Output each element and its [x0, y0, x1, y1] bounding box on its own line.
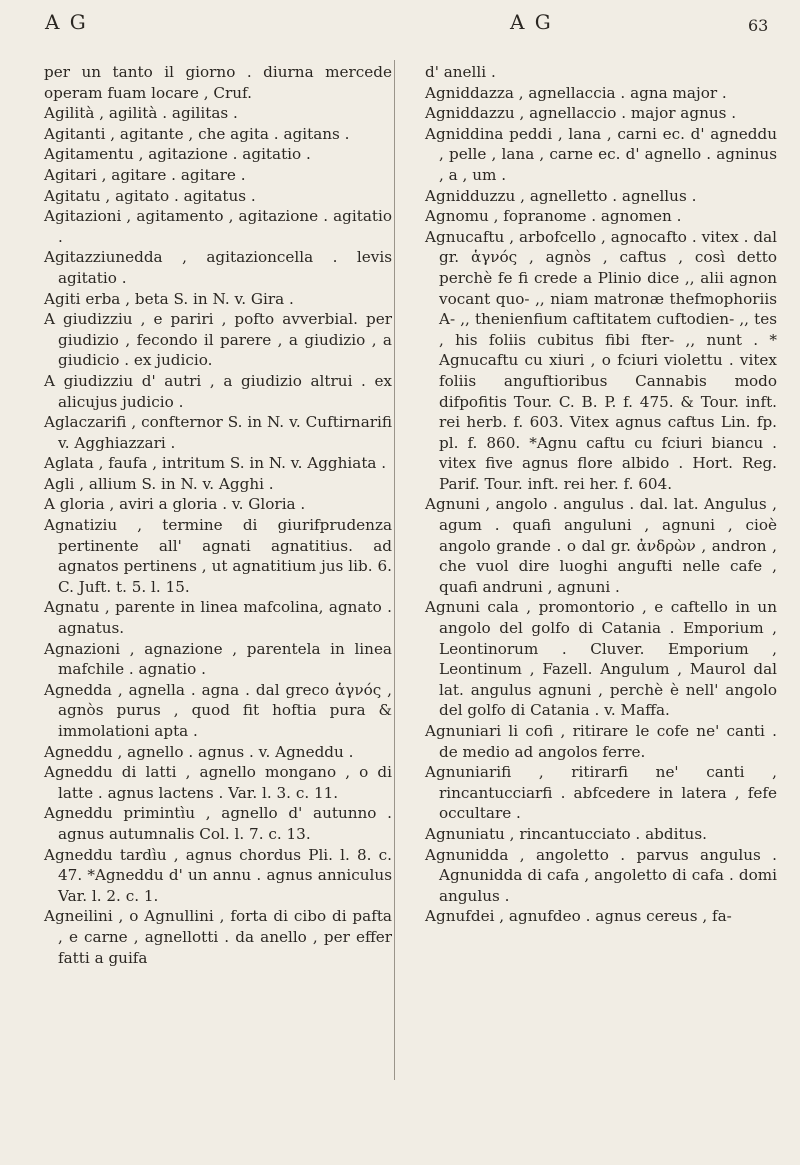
left-column [44, 62, 392, 968]
dictionary-entry: Agnatu , parente in linea mafcolina, agnato . agnatus. [44, 598, 392, 638]
dictionary-entry: Agnatiziu , termine di giurifprudenza pertinente all' agnati agnatitius. ad agnatos pertinens , ut agnatitium jus lib. 6. C. Juft. t. 5. l. 15. [44, 516, 392, 596]
dictionary-entry: Agitatu , agitato . agitatus . [44, 186, 256, 205]
dictionary-entry: Agnedda , agnella . agna . dal greco ἁγνός , agnòs purus , quod fit hoftia pura & immolationi apta . [44, 680, 392, 740]
page-number: 63 [748, 16, 769, 35]
dictionary-entry: Agneilini , o Agnullini , forta di cibo di pafta , e carne , agnellotti . da anello , per effer fatti a guifa [44, 907, 392, 967]
dictionary-entry: Agitazioni , agitamento , agitazione . agitatio . [44, 207, 392, 246]
dictionary-entry: A giudizziu , e pariri , pofto avverbial. per giudizio , fecondo il parere , a giudizio , a giudicio . ex judicio. [44, 310, 392, 370]
dictionary-entry: Agnidduzzu , agnelletto . agnellus . [425, 186, 697, 205]
dictionary-entry: Agnuniarifi , ritirarfi ne' canti , rincantucciarfi . abfcedere in latera , fefe occultare . [425, 763, 777, 823]
dictionary-entry: d' anelli . [425, 63, 496, 81]
dictionary-entry: Agniddazza , agnellaccia . agna major . [425, 83, 727, 102]
dictionary-entry: Agnuniatu , rincantucciato . abditus. [425, 824, 707, 843]
running-head-left: A G [45, 10, 88, 34]
running-head-right: A G [510, 10, 553, 34]
dictionary-entry: Agneddu primintìu , agnello d' autunno . agnus autumnalis Col. l. 7. c. 13. [44, 804, 392, 843]
dictionary-entry: Agneddu , agnello . agnus . v. Agneddu . [44, 742, 354, 761]
dictionary-entry: per un tanto il giorno . diurna mercede operam fuam locare , Cruf. [44, 63, 392, 102]
dictionary-entry: Agnazioni , agnazione , parentela in linea mafchile . agnatio . [44, 639, 392, 679]
dictionary-entry: Aglata , faufa , intritum S. in N. v. Agghiata . [44, 454, 387, 473]
dictionary-entry: Agnomu , fopranome . agnomen . [425, 207, 682, 226]
dictionary-entry: Agnunidda , angoletto . parvus angulus . Agnunidda di cafa , angoletto di cafa . domi angulus . [425, 845, 777, 905]
dictionary-entry: Agnuniari li cofi , ritirare le cofe ne' canti . de medio ad angolos ferre. [425, 722, 777, 761]
dictionary-entry: Agitari , agitare . agitare . [44, 165, 246, 184]
right-column [425, 62, 777, 927]
dictionary-entry: Agnucaftu , arbofcello , agnocafto . vitex . dal gr. ἁγνός , agnòs , caftus , così detto perchè fe fi crede a Plinio dice ,, alii agnon vocant quo- ,, niam matronæ thefmophoriis A- ,, thenienfium caftitatem cuftodien- ,, tes , his foliis cubitus fibi fter- ,, nunt . * Agnucaftu cu xiuri , o fciuri violettu . vitex foliis anguftioribus Cannabis modo difpofitis Tour. C. B. P. f. 475. & Tour. inft. rei herb. f. 603. Vitex agnus caftus Lin. fp. pl. f. 860. *Agnu caftu cu fciuri biancu . vitex five agnus flore albido . Hort. Reg. Parif. Tour. inft. rei her. f. 604. [425, 227, 777, 493]
column-divider [394, 60, 395, 1080]
dictionary-entry: Agnufdei , agnufdeo . agnus cereus , fa- [425, 907, 732, 926]
dictionary-entry: Agnuni , angolo . angulus . dal. lat. Angulus , agum . quafi anguluni , agnuni , cioè angolo grande . o dal gr. ἀνδρὼν , andron , che vuol dire luoghi angufti nelle cafe , quafi andruni , agnuni . [425, 495, 777, 596]
dictionary-entry: Agniddina peddi , lana , carni ec. d' agneddu , pelle , lana , carne ec. d' agnello . agninus , a , um . [425, 124, 777, 184]
dictionary-entry: Agiti erba , beta S. in N. v. Gira . [44, 289, 294, 308]
dictionary-entry: Agilità , agilità . agilitas . [44, 104, 238, 123]
dictionary-entry: Agli , allium S. in N. v. Agghi . [44, 474, 274, 493]
dictionary-entry: Agitanti , agitante , che agita . agitans . [44, 124, 350, 143]
dictionary-entry: A giudizziu d' autri , a giudizio altrui . ex alicujus judicio . [44, 371, 392, 411]
dictionary-entry: A gloria , aviri a gloria . v. Gloria . [44, 495, 306, 514]
dictionary-entry: Agneddu di latti , agnello mongano , o di latte . agnus lactens . Var. l. 3. c. 11. [44, 763, 392, 802]
dictionary-entry: Agneddu tardìu , agnus chordus Pli. l. 8. c. 47. *Agneddu d' un annu . agnus anniculus Var. l. 2. c. 1. [44, 845, 392, 905]
dictionary-entry: Agniddazzu , agnellaccio . major agnus . [425, 104, 737, 123]
dictionary-entry: Agnuni cala , promontorio , e caftello in un angolo del golfo di Catania . Emporium , Leontinorum . Cluver. Emporium , Leontinum , Fazell. Angulum , Maurol dal lat. angulus agnuni , perchè è nell' angolo del golfo di Catania . v. Maffa. [425, 598, 777, 720]
dictionary-entry: Agitamentu , agitazione . agitatio . [44, 145, 311, 164]
dictionary-entry: Agitazziunedda , agitazioncella . levis agitatio . [44, 248, 392, 287]
dictionary-entry: Aglaczarifi , confternor S. in N. v. Cuftirnarifi v. Agghiazzari . [44, 413, 392, 452]
